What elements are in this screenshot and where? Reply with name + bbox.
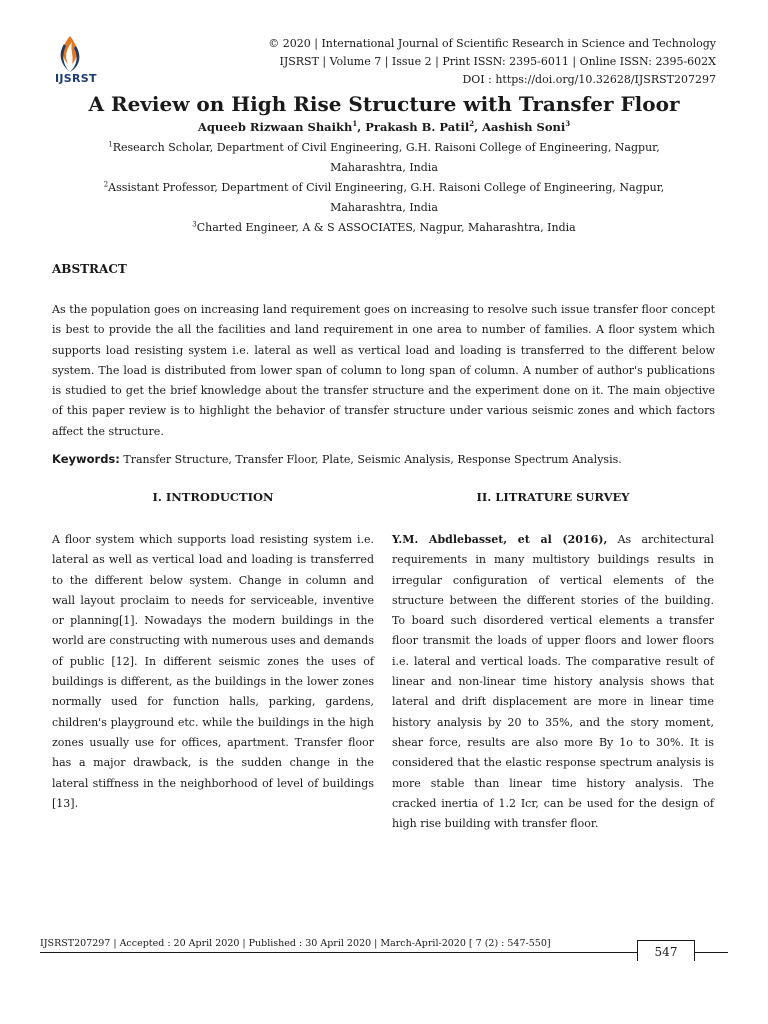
intro-body: A floor system which supports load resisting system i.e. lateral as well as vertical load and loading is transferred to the different below system. Change in column and wall layout proclaim to needs for serviceable, inventive or planning[1]. Nowadays the modern buildings in the world are constructing with numerous uses and demands of public [12]. In different seismic zones the uses of buildings is different, as the buildings in the lower zones normally used for function halls, parking, gardens, children's playground etc. while the buildings in the high zones usually use for offices, apartment. Transfer floor has a major drawback, is the sudden change in the lateral stiffness in the neighborhood of level of buildings [13]. <box>52 533 374 810</box>
survey-lead: Y.M. Abdlebasset, et al (2016), <box>392 533 608 546</box>
journal-header <box>268 35 716 89</box>
survey-body <box>392 530 714 834</box>
author-list: Aqueeb Rizwaan Shaikh$^1$, Prakash B. Patil$^2$, Aashish Soni$^3$ <box>197 119 571 134</box>
affiliation-item: $^2$Assistant Professor, Department of Civil Engineering, G.H. Raisoni College of Engineering, Nagpur, Maharashtra, India <box>103 180 665 214</box>
author-sup: 2 <box>469 119 475 129</box>
abstract-heading: ABSTRACT <box>52 262 127 276</box>
footer-divider <box>40 952 728 953</box>
affiliations <box>80 138 688 238</box>
flame-logo-icon <box>50 34 90 76</box>
affiliation-item: $^3$Charted Engineer, A & S ASSOCIATES, Nagpur, Maharashtra, India <box>192 220 576 234</box>
issn-line: IJSRST | Volume 7 | Issue 2 | Print ISSN: 2395-6011 | Online ISSN: 2395-602X <box>279 55 716 68</box>
page-number: 547 <box>637 940 695 961</box>
author-name: Aqueeb Rizwaan Shaikh <box>197 120 353 134</box>
doi-line: DOI : https://doi.org/10.32628/IJSRST207297 <box>462 73 716 86</box>
author-sup: 1 <box>352 119 358 129</box>
copyright-line: © 2020 | International Journal of Scientific Research in Science and Technology <box>268 37 716 50</box>
author-name: Prakash B. Patil <box>365 120 470 134</box>
logo-text: IJSRST <box>55 72 97 85</box>
keywords-label: Keywords: <box>52 452 120 466</box>
keywords-text: Transfer Structure, Transfer Floor, Plate, Seismic Analysis, Response Spectrum Analysis. <box>119 453 622 466</box>
intro-heading: I. INTRODUCTION <box>152 490 274 504</box>
abstract-body: As the population goes on increasing land requirement goes on increasing to resolve such issue transfer floor concept is best to provide the all the facilities and land requirement in one area to number of families. A floor system which supports load resisting system i.e. lateral as well as vertical load and loading is transferred to the different below system. The load is distributed from lower span of column to long span of column. A number of author's publications is studied to get the brief knowledge about the transfer structure and the experiment done on it. The main objective of this paper review is to highlight the behavior of transfer structure under various seismic zones and which factors affect the structure. <box>52 303 715 438</box>
author-sup: 3 <box>565 119 571 129</box>
keywords <box>52 449 715 470</box>
affiliation-item: $^1$Research Scholar, Department of Civil Engineering, G.H. Raisoni College of Engineering, Nagpur, Maharashtra, India <box>108 140 660 174</box>
author-name: Aashish Soni <box>482 120 566 134</box>
paper-title: A Review on High Rise Structure with Transfer Floor <box>88 92 680 116</box>
survey-heading: II. LITRATURE SURVEY <box>476 490 630 504</box>
survey-text: As architectural requirements in many multistory buildings results in irregular configuration of vertical elements of the structure between the different stories of the building. To board such disordered vertical elements a transfer floor transmit the loads of upper floors and lower floors i.e. lateral and vertical loads. The comparative result of linear and non-linear time history analysis shows that lateral and drift displacement are more in linear time history analysis by 20 to 35%, and the story moment, shear force, results are also more By 1o to 30%. It is considered that the elastic response spectrum analysis is more stable than linear time history analysis. The cracked inertia of 1.2 Icr, can be used for the design of high rise building with transfer floor. <box>392 533 714 831</box>
footer-citation: IJSRST207297 | Accepted : 20 April 2020 | Published : 30 April 2020 | March-April-2020 [ 7 (2) : 547-550] <box>40 938 551 949</box>
